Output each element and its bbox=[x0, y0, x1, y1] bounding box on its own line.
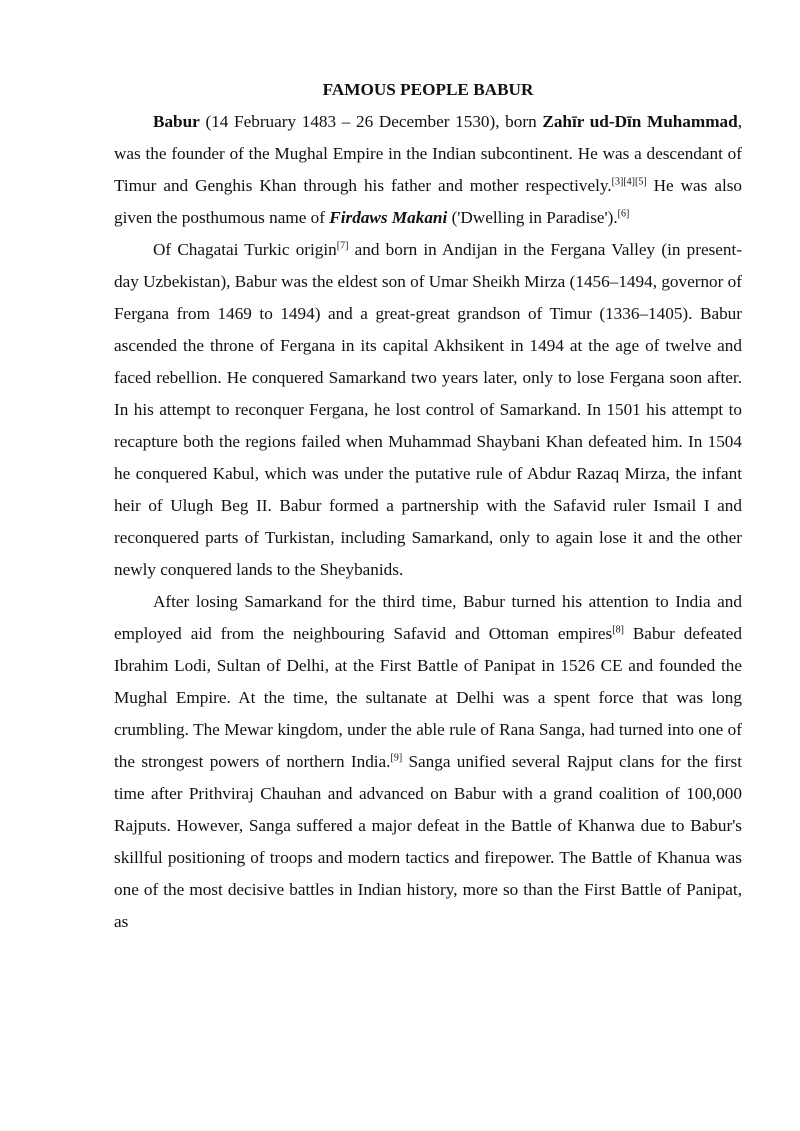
p2-text-1: Of Chagatai Turkic origin bbox=[153, 240, 337, 259]
paragraph-3 bbox=[114, 586, 742, 938]
citation-8[interactable]: [8] bbox=[612, 624, 624, 636]
document-page bbox=[114, 74, 742, 938]
p3-text-3: Sanga unified several Rajput clans for the first time after Prithviraj Chauhan and advanced on Babur with a grand coalition of 100,000 Rajputs. However, Sanga suffered a major defeat in the Battle of Khanwa due to Babur's skillful positioning of troops and modern tactics and firepower. The Battle of Khanua was one of the most decisive battles in Indian history, more so than the First Battle of Panipat, as bbox=[114, 752, 742, 931]
p1-text-4: ('Dwelling in Paradise'). bbox=[447, 208, 618, 227]
p1-text-2: , was the founder of the Mughal Empire in the Indian subcontinent. He was a descendant of Timur and Genghis Khan through his father and mother respectively. bbox=[114, 112, 742, 195]
paragraph-2 bbox=[114, 234, 742, 586]
p3-text-2: Babur defeated Ibrahim Lodi, Sultan of Delhi, at the First Battle of Panipat in 1526 CE and founded the Mughal Empire. At the time, the sultanate at Delhi was a spent force that was long crumbling. The Mewar kingdom, under the able rule of Rana Sanga, had turned into one of the strongest powers of northern India. bbox=[114, 624, 742, 771]
citation-9[interactable]: [9] bbox=[390, 752, 403, 764]
citation-6[interactable]: [6] bbox=[617, 208, 630, 220]
p2-text-2: and born in Andijan in the Fergana Valley (in present-day Uzbekistan), Babur was the eldest son of Umar Sheikh Mirza (1456–1494, governor of Fergana from 1469 to 1494) and a great-great grandson of Timur (1336–1405). Babur ascended the throne of Fergana in its capital Akhsikent in 1494 at the age of twelve and faced rebellion. He conquered Samarkand two years later, only to lose Fergana soon after. In his attempt to reconquer Fergana, he lost control of Samarkand. In 1501 his attempt to recapture both the regions failed when Muhammad Shaybani Khan defeated him. In 1504 he conquered Kabul, which was under the putative rule of Abdur Razaq Mirza, the infant heir of Ulugh Beg II. Babur formed a partnership with the Safavid ruler Ismail I and reconquered parts of Turkistan, including Samarkand, only to again lose it and the other newly conquered lands to the Sheybanids. bbox=[114, 240, 742, 579]
citation-7[interactable]: [7] bbox=[336, 240, 349, 252]
birth-name: Zahīr ud-Dīn Muhammad bbox=[542, 112, 738, 131]
p1-text-3: He was also given the posthumous name of bbox=[114, 176, 742, 227]
p1-text-1: (14 February 1483 – 26 December 1530), born bbox=[199, 112, 543, 131]
posthumous-name: Firdaws Makani bbox=[329, 208, 448, 227]
document-title: FAMOUS PEOPLE BABUR bbox=[322, 80, 534, 99]
subject-name: Babur bbox=[153, 112, 200, 131]
paragraph-1 bbox=[114, 106, 742, 234]
citation-3-4-5[interactable]: [3][4][5] bbox=[611, 176, 647, 188]
p3-text-1: After losing Samarkand for the third time, Babur turned his attention to India and employed aid from the neighbouring Safavid and Ottoman empires bbox=[114, 592, 742, 643]
